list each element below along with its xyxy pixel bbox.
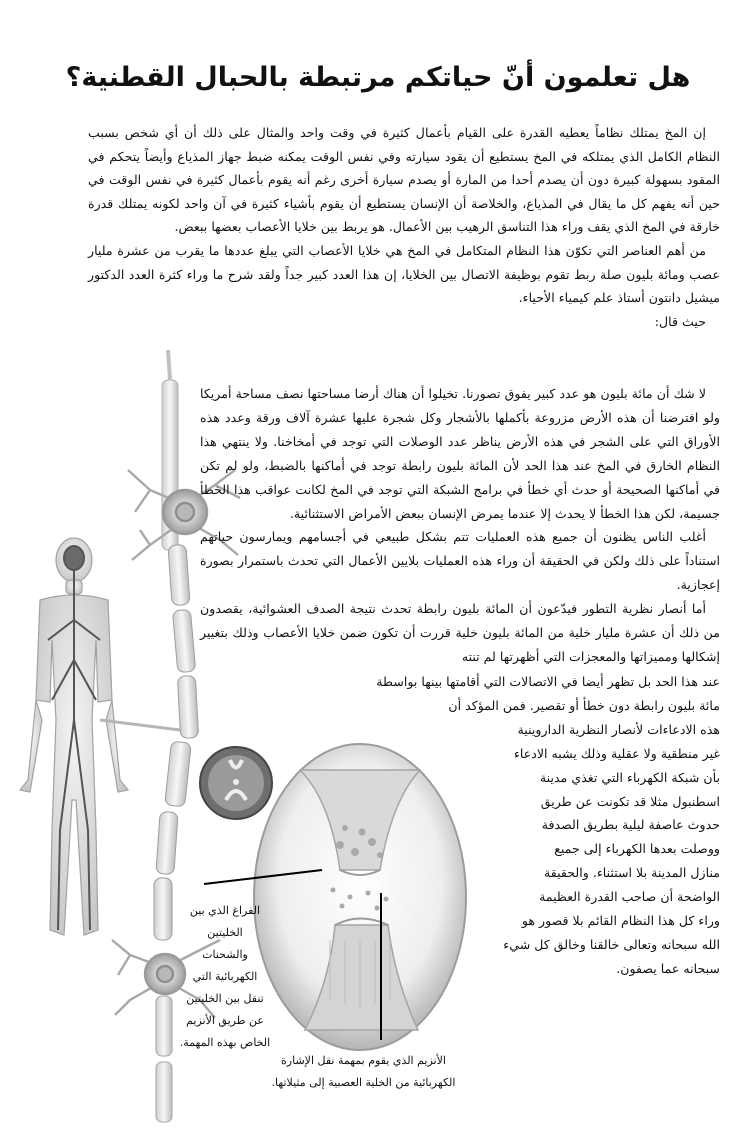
- paragraph: حيث قال:: [654, 313, 706, 329]
- text-line: الله سبحانه وتعالى خالقنا وخالق كل شيء: [503, 936, 720, 952]
- text-line: هذه الادعاءات لأنصار النظرية الداروينية: [517, 721, 720, 737]
- caption-line: تنقل بين الخليتين: [186, 992, 264, 1005]
- caption-line: الخاص بهذه المهمة.: [179, 1036, 271, 1049]
- text-line: اسطنبول مثلا قد تكونت عن طريق: [540, 793, 720, 809]
- caption-line: الفراغ الذي بين: [189, 904, 261, 917]
- caption-enzyme: [246, 1050, 481, 1094]
- narrow-text-block: [376, 670, 720, 981]
- text-line: منازل المدينة بلا استثناء. والحقيقة: [544, 865, 720, 881]
- caption-line: الكهربائية التي: [192, 970, 258, 983]
- synapse-magnifier-small: [200, 747, 272, 819]
- caption-line: الخليتين: [207, 926, 243, 939]
- intro-text-block: [88, 121, 720, 333]
- page-title: هل تعلمون أنّ حياتكم مرتبطة بالحبال القطنية؟: [65, 62, 691, 93]
- paragraph: لا شك أن مائة بليون هو عدد كبير يفوق تصورنا. تخيلوا أن هناك أرضا مساحتها نصف مساحة أمريكا ولو افترضنا أن هذه الأرض مزروعة بأكملها بالأشجار وكل شجرة عليها عشرة آلاف ورقة وعدد هذه الأوراق التي على الشجر في هذه الأرض يناظر عدد الوصلات التي توجد في أمخاخنا. ولا ينتهي هذا النظام الخارق في المخ عند هذا الحد لأن المائة بليون رابطة توجد في أماكنها بالضبط، ولو لم تكن في أماكنها الصحيحة أو حدث أي خطأ في برامج الشبكة التي توجد في المخ لكانت عواقب هذا الخطأ جسيمة، لكن هذا الخطأ لا يحدث إلا عندما يمرض الإنسان ببعض الأمراض الاستثنائية.: [200, 386, 720, 521]
- caption-line: الكهربائية من الخلية العصبية إلى مثيلاتها.: [271, 1076, 456, 1089]
- main-axon: [154, 544, 199, 940]
- text-line: بأن شبكة الكهرباء التي تغذي مدينة: [539, 769, 720, 785]
- paragraph: أما أنصار نظرية التطور فيدّعون أن المائة بليون رابطة تحدث نتيجة الصدف العشوائية، يقصدون من ذلك أن عشرة مليار خلية من المائة بليون خلية قررت أن تكون ضمن خلايا الأعصاب وذلك بتغيير إشكالها ومميزاتها والمعجزات التي أظهرتها لم تنته: [200, 601, 720, 664]
- paragraph: من أهم العناصر التي تكوّن هذا النظام المتكامل في المخ هي خلايا الأعصاب التي يبلغ عددها ما يقرب من عشرة مليار عصب ومائة بليون صلة ربط تقوم بوظيفة الاتصال بين الخلايا، إن هذا العدد كبير جداً ولقد شرح ما وراء كثرة العدد الدكتور ميشيل دانتون أستاذ علم كيمياء الأحياء.: [88, 242, 720, 306]
- text-line: عند هذا الحد بل تظهر أيضا في الاتصالات التي أقامتها بينها بواسطة: [376, 674, 720, 689]
- text-line: ووصلت بعدها الكهرباء إلى جميع: [554, 841, 720, 857]
- text-line: غير منطقية ولا عقلية وذلك يشبه الادعاء: [513, 745, 720, 761]
- paragraph: أغلب الناس يظنون أن جميع هذه العمليات تتم بشكل طبيعي في أجسامهم ويمارسون حياتهم استناداً على ذلك ولكن في الحقيقة أن وراء هذه العمليات بلايين الأعمال التي تحدث باستمرار بصورة إعجازية.: [200, 529, 720, 593]
- text-line: وراء كل هذا النظام القائم بلا قصور هو: [521, 913, 720, 929]
- text-line: سبحانه عما يصفون.: [616, 960, 720, 976]
- caption-line: الأنزيم الذي يقوم بمهمة نقل الإشارة: [281, 1054, 446, 1067]
- text-line: الواضحة أن صاحب القدرة العظيمة: [539, 889, 720, 905]
- caption-synaptic-gap: [170, 900, 280, 1054]
- caption-line: والشحنات: [202, 948, 248, 961]
- text-line: حدوث عاصفة ليلية بطريق الصدفة: [541, 817, 720, 833]
- text-line: مائة بليون رابطة دون خطأ أو تقصير. فمن المؤكد أن: [448, 697, 720, 713]
- paragraph: إن المخ يمتلك نظاماً يعطيه القدرة على القيام بأعمال كثيرة في وقت واحد والمثال على ذلك أن أي شخص بسبب النظام الكامل الذي يمتلكه في المخ يستطيع أن يقود سيارته وفي نفس الوقت يمكنه ضبط جهاز المذياع وأيضاً يتحكم في المقود بسهولة كبيرة دون أن يصدم أحدا من المارة أو يصدم سيارة أخرى رغم أنه يقوم بأعمال كثيرة في نفس الوقت في حين أنه يفهم كل ما يقال في المذياع، والخلاصة أن الإنسان يستطيع أن يقوم بأشياء كثيرة في آن واحد لكونه يمتلك قدرة خارقة في المخ الذي يقف وراء هذا التناسق الرهيب بين الأعمال. هو يربط بين خلايا الأعصاب بعضها ببعض.: [88, 125, 720, 235]
- quote-text-block: [200, 382, 720, 669]
- caption-line: عن طريق الأنزيم: [186, 1014, 264, 1027]
